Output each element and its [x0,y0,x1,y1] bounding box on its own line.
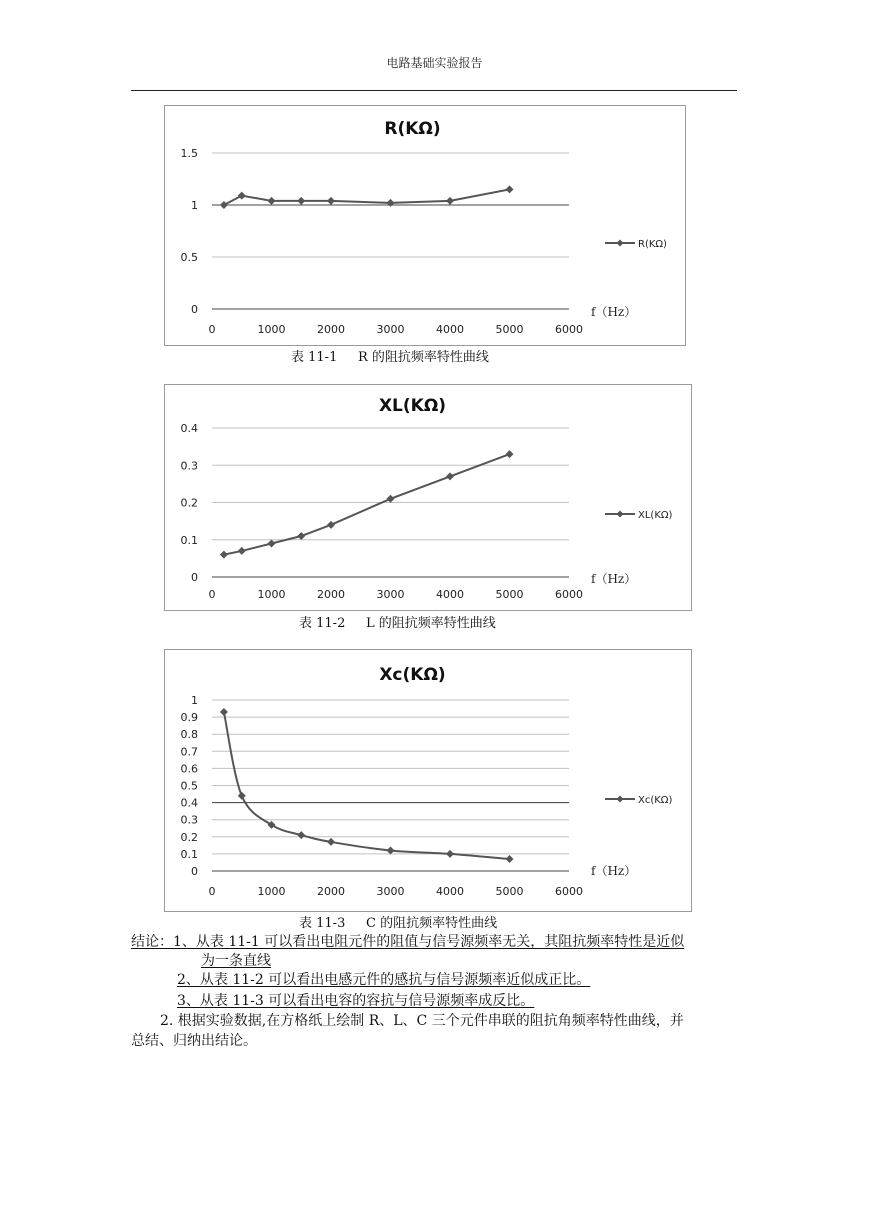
chart-r-svg [165,106,685,345]
chart-0-y-tick-label: 0.5 [180,251,198,264]
chart-xl [164,384,692,611]
conclusion-line-2 [131,969,590,989]
chart-0-y-tick-label: 0 [191,303,198,316]
chart-xc-svg [165,650,691,911]
chart-0-data-point [238,192,246,200]
conclusion-line-3-text: 3、从表 11-3 可以看出电容的容抗与信号源频率成反比。 [177,993,535,1009]
chart-2-legend-marker [617,796,624,803]
task-line-1: 2. 根据实验数据,在方格纸上绘制 R、L、C 三个元件串联的阻抗角频率特性曲线，并 [160,1013,684,1029]
chart-2-y-tick-label: 0.9 [180,711,198,725]
chart-2-data-point [238,792,246,800]
caption-chart-xc: 表 11-3 C 的阻抗频率特性曲线 [299,916,498,931]
chart-0-data-point [387,199,395,207]
chart-0-data-point [297,197,305,205]
chart-2-y-tick-label: 0.7 [180,745,198,759]
chart-2-x-tick-label: 5000 [495,885,524,898]
chart-2-y-tick-label: 0.5 [180,779,198,793]
chart-0-x-tick-label: 0 [208,323,216,336]
chart-0-x-axis-label: f（Hz） [591,305,637,319]
chart-1-x-tick-label: 1000 [257,588,286,601]
chart-r [164,105,686,346]
chart-1-y-tick-label: 0.4 [180,422,198,435]
chart-0-series-line [224,189,510,205]
chart-2-y-tick-label: 0.1 [180,847,198,861]
chart-2-y-tick-label: 0.6 [180,762,198,776]
chart-0-x-tick-label: 4000 [436,323,464,336]
chart-0-legend-marker [617,240,624,247]
chart-1-data-point [446,472,454,480]
chart-xl-svg [165,385,691,610]
chart-1-data-point [238,547,246,555]
chart-1-x-tick-label: 0 [208,588,216,601]
chart-0-legend-label: R(KΩ) [638,239,667,250]
chart-1-data-point [327,521,335,529]
chart-0-data-point [220,201,228,209]
chart-1-y-tick-label: 0.1 [180,533,198,547]
chart-2-x-axis-label: f（Hz） [591,864,637,878]
chart-2-data-point [327,838,335,846]
chart-2-y-tick-label: 0.2 [180,830,198,844]
chart-2-x-tick-label: 6000 [555,885,583,898]
chart-2-data-point [297,831,305,839]
page-header: 电路基础实验报告 [386,56,483,70]
chart-2-y-tick-label: 1 [191,694,198,707]
conclusion-line-1: 结论：1、从表 11-1 可以看出电阻元件的阻值与信号源频率无关，其阻抗频率特性是近似 [131,934,685,950]
chart-1-x-axis-label: f（Hz） [591,572,637,586]
chart-2-x-tick-label: 0 [208,885,216,898]
chart-2-legend-label: Xc(KΩ) [638,795,673,806]
chart-0-data-point [506,185,514,193]
conclusion-line-2-text: 2、从表 11-2 可以看出电感元件的感抗与信号源频率近似成正比。 [177,972,591,988]
chart-1-legend-marker [617,511,624,518]
chart-1-data-point [220,551,228,559]
chart-0-data-point [268,197,276,205]
chart-xc [164,649,692,912]
chart-2-x-tick-label: 2000 [317,885,345,898]
chart-0-title: R(KΩ) [384,119,441,139]
chart-0-x-tick-label: 3000 [376,323,405,336]
chart-0-data-point [327,197,335,205]
chart-0-x-tick-label: 1000 [257,323,286,336]
chart-1-legend-label: XL(KΩ) [638,510,673,521]
chart-2-data-point [220,708,228,716]
chart-2-data-point [446,850,454,858]
task-line-2: 总结、归纳出结论。 [131,1033,257,1049]
chart-1-data-point [387,495,395,503]
chart-2-y-tick-label: 0 [191,865,198,878]
chart-0-data-point [446,197,454,205]
chart-1-x-tick-label: 5000 [495,588,524,601]
chart-1-x-tick-label: 6000 [555,588,583,601]
chart-1-x-tick-label: 4000 [436,588,464,601]
chart-2-x-tick-label: 3000 [376,885,405,898]
chart-1-y-tick-label: 0 [191,571,198,584]
caption-chart-xl: 表 11-2 L 的阻抗频率特性曲线 [299,616,496,631]
chart-1-x-tick-label: 3000 [376,588,405,601]
chart-1-x-tick-label: 2000 [317,588,345,601]
header-rule [131,90,737,91]
chart-1-y-tick-label: 0.2 [180,496,198,510]
chart-0-x-tick-label: 2000 [317,323,345,336]
chart-1-data-point [297,532,305,540]
chart-2-title: Xc(KΩ) [379,665,446,685]
chart-0-y-tick-label: 1.5 [180,147,198,160]
conclusion-line-3 [131,990,534,1010]
chart-2-x-tick-label: 4000 [436,885,464,898]
chart-0-x-tick-label: 6000 [555,323,583,336]
chart-2-data-point [506,855,514,863]
conclusion-line-1b: 为一条直线 [201,953,271,969]
chart-2-y-tick-label: 0.8 [180,728,198,742]
chart-2-data-point [387,846,395,854]
chart-0-y-tick-label: 1 [191,199,198,212]
chart-0-x-tick-label: 5000 [495,323,524,336]
chart-1-data-point [506,450,514,458]
chart-2-y-tick-label: 0.4 [180,796,198,810]
caption-chart-r: 表 11-1 R 的阻抗频率特性曲线 [291,350,489,365]
chart-2-x-tick-label: 1000 [257,885,286,898]
chart-1-data-point [268,539,276,547]
chart-1-title: XL(KΩ) [378,396,447,416]
chart-2-y-tick-label: 0.3 [180,813,198,827]
chart-1-y-tick-label: 0.3 [180,459,198,473]
